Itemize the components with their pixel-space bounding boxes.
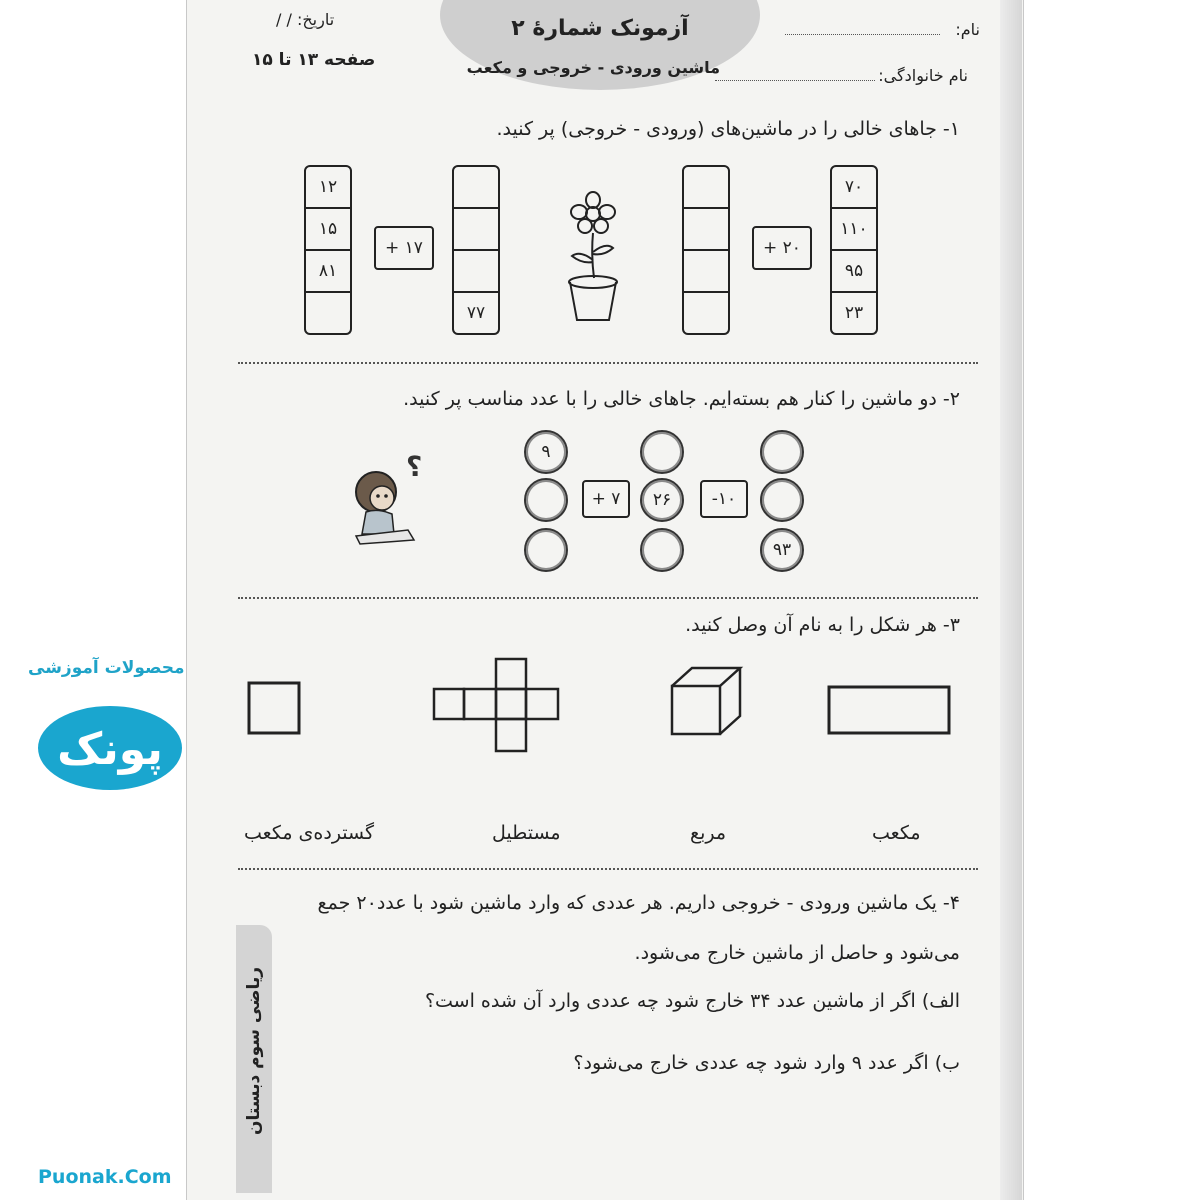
cube-net-shape[interactable] — [432, 656, 562, 756]
circle-input-blank[interactable] — [524, 528, 568, 572]
section-divider — [238, 597, 978, 599]
cube-shape[interactable] — [668, 664, 744, 740]
machine-2-operation: -۱۰ — [700, 480, 748, 518]
circle-output: ۹۳ — [760, 528, 804, 572]
machine-a-operation: + ۱۷ — [374, 226, 434, 270]
question-2-text: ۲- دو ماشین را کنار هم بسته‌ایم. جاهای خالی را با عدد مناسب پر کنید. — [403, 388, 960, 410]
shape-name-square[interactable]: مربع — [690, 822, 727, 844]
input-cell-blank[interactable] — [304, 293, 352, 335]
section-divider — [238, 868, 978, 870]
question-3-text: ۳- هر شکل را به نام آن وصل کنید. — [685, 614, 960, 636]
question-4-part-b: ب) اگر عدد ۹ وارد شود چه عددی خارج می‌شود؟ — [573, 1052, 960, 1074]
output-cell: ۷۷ — [452, 293, 500, 335]
output-cell-blank[interactable] — [682, 251, 730, 293]
circle-middle-blank[interactable] — [640, 528, 684, 572]
page-edge — [1000, 0, 1022, 1200]
question-1-text: ۱- جاهای خالی را در ماشین‌های (ورودی - خروجی) پر کنید. — [496, 118, 960, 140]
shape-name-cube[interactable]: مکعب — [872, 822, 921, 844]
circle-input-blank[interactable] — [524, 478, 568, 522]
brand-logo — [30, 690, 190, 800]
machine-a-output-column — [452, 165, 500, 335]
input-cell: ۹۵ — [830, 251, 878, 293]
name-field-line[interactable] — [785, 34, 940, 35]
circle-middle-blank[interactable] — [640, 430, 684, 474]
input-cell: ۷۰ — [830, 165, 878, 209]
brand-url: Puonak.Com — [38, 1166, 172, 1188]
question-4-line-2: می‌شود و حاصل از ماشین خارج می‌شود. — [634, 942, 960, 964]
shape-name-cube-net[interactable]: گسترده‌ی مکعب — [244, 822, 375, 844]
side-label-strip — [236, 925, 272, 1193]
input-cell: ۸۱ — [304, 251, 352, 293]
output-cell-blank[interactable] — [452, 209, 500, 251]
circle-output-blank[interactable] — [760, 478, 804, 522]
family-label: نام خانوادگی: — [878, 66, 968, 85]
child-thinking-illustration — [348, 450, 438, 545]
brand-tagline: محصولات آموزشی — [28, 658, 185, 678]
output-cell-blank[interactable] — [682, 209, 730, 251]
side-label: ریاضی سوم دبستان — [244, 966, 264, 1136]
output-cell-blank[interactable] — [682, 165, 730, 209]
square-shape[interactable] — [246, 680, 302, 736]
input-cell: ۱۱۰ — [830, 209, 878, 251]
output-cell-blank[interactable] — [682, 293, 730, 335]
question-4-line-1: ۴- یک ماشین ورودی - خروجی داریم. هر عددی که وارد ماشین شود با عدد۲۰ جمع — [317, 892, 960, 914]
input-cell: ۱۵ — [304, 209, 352, 251]
family-field-line[interactable] — [715, 80, 875, 81]
flower-pot-illustration — [558, 190, 628, 325]
circle-middle: ۲۶ — [640, 478, 684, 522]
circle-input: ۹ — [524, 430, 568, 474]
worksheet-title: آزمونک شمارهٔ ۲ — [511, 16, 689, 41]
machine-b-input-column — [830, 165, 878, 335]
machine-a-input-column — [304, 165, 352, 335]
circle-output-blank[interactable] — [760, 430, 804, 474]
section-divider — [238, 362, 978, 364]
input-cell: ۲۳ — [830, 293, 878, 335]
worksheet-subtitle: ماشین ورودی - خروجی و مکعب — [466, 58, 720, 77]
brand-logo-text: پونک — [57, 724, 163, 775]
machine-b-operation: + ۲۰ — [752, 226, 812, 270]
machine-b-output-column — [682, 165, 730, 335]
machine-1-operation: + ۷ — [582, 480, 630, 518]
rectangle-shape[interactable] — [826, 684, 954, 738]
question-mark: ؟ — [406, 450, 423, 483]
shape-name-rectangle[interactable]: مستطیل — [492, 822, 561, 844]
input-cell: ۱۲ — [304, 165, 352, 209]
output-cell-blank[interactable] — [452, 251, 500, 293]
date-label: تاریخ: / / — [276, 10, 335, 29]
question-4-part-a: الف) اگر از ماشین عدد ۳۴ خارج شود چه عددی وارد آن شده است؟ — [424, 990, 960, 1012]
output-cell-blank[interactable] — [452, 165, 500, 209]
pages-label: صفحه ۱۳ تا ۱۵ — [252, 50, 376, 70]
name-label: نام: — [955, 20, 980, 39]
